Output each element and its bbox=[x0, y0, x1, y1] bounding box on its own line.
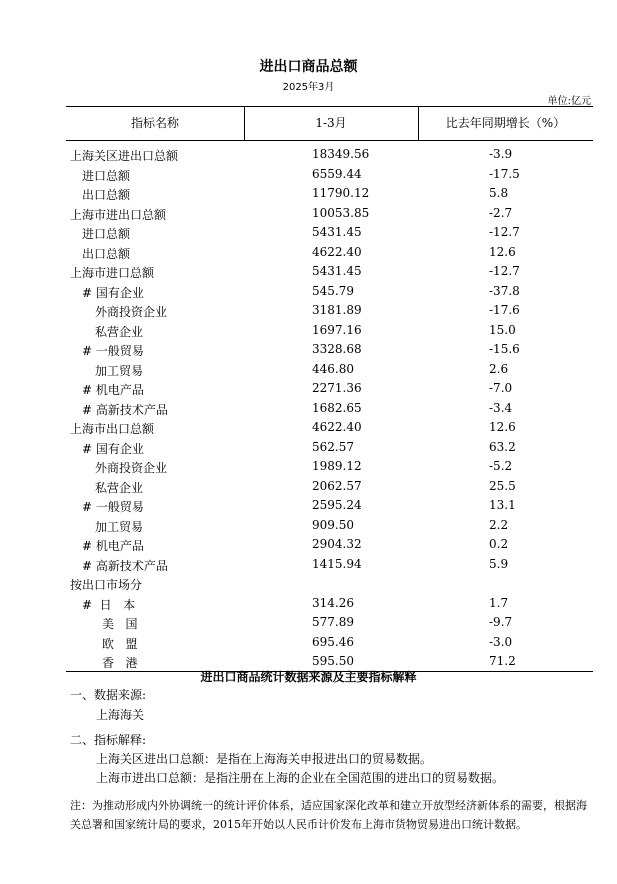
table-row bbox=[66, 222, 593, 242]
row-growth: 13.1 bbox=[489, 498, 516, 512]
row-growth: 63.2 bbox=[489, 439, 516, 454]
row-value: 11790.12 bbox=[312, 186, 370, 200]
table-row bbox=[66, 320, 593, 340]
row-indicator-name: # 机电产品 bbox=[82, 383, 144, 397]
row-indicator-name: # 一般贸易 bbox=[82, 344, 144, 358]
row-value: 4622.40 bbox=[312, 420, 362, 434]
source-text: 上海海关 bbox=[96, 708, 145, 722]
row-growth: -3.4 bbox=[489, 400, 513, 415]
row-value: 577.89 bbox=[312, 615, 354, 629]
unit-label: 单位:亿元 bbox=[547, 96, 591, 107]
row-growth: 25.5 bbox=[489, 478, 516, 493]
row-growth: 71.2 bbox=[489, 654, 516, 668]
row-value: 10053.85 bbox=[312, 205, 370, 220]
explanation-title: 进出口商品统计数据来源及主要指标解释 bbox=[200, 670, 417, 684]
header-growth: 比去年同期增长（%） bbox=[445, 116, 566, 130]
row-indicator-name: 欧 盟 bbox=[102, 636, 138, 651]
table-row bbox=[66, 378, 593, 398]
table-row bbox=[66, 476, 593, 496]
table-row bbox=[66, 612, 593, 632]
row-indicator-name: 按出口市场分 bbox=[70, 578, 143, 592]
table-row bbox=[66, 495, 593, 515]
row-growth: -3.0 bbox=[489, 634, 513, 649]
table-row bbox=[66, 398, 593, 418]
row-value: 2904.32 bbox=[312, 537, 362, 551]
row-value: 18349.56 bbox=[312, 147, 370, 161]
table-header bbox=[66, 106, 593, 141]
table-row bbox=[66, 339, 593, 359]
row-value: 1415.94 bbox=[312, 556, 362, 571]
row-value: 545.79 bbox=[312, 283, 354, 298]
row-indicator-name: # 一般贸易 bbox=[82, 500, 144, 514]
row-growth: 2.6 bbox=[489, 361, 509, 376]
row-value: 2271.36 bbox=[312, 381, 362, 395]
row-indicator-name: 上海市进出口总额 bbox=[70, 207, 167, 222]
table-body bbox=[66, 141, 593, 672]
row-value: 562.57 bbox=[312, 439, 354, 454]
row-value: 6559.44 bbox=[312, 166, 362, 181]
row-growth: -2.7 bbox=[489, 205, 513, 220]
row-indicator-name: 进口总额 bbox=[82, 168, 131, 183]
row-growth: 15.0 bbox=[489, 322, 516, 337]
row-value: 2062.57 bbox=[312, 478, 362, 493]
row-value: 595.50 bbox=[312, 654, 354, 668]
row-growth: -12.7 bbox=[489, 225, 520, 239]
table-row bbox=[66, 183, 593, 203]
indicator-heading: 二、指标解释: bbox=[70, 733, 147, 747]
row-growth: 12.6 bbox=[489, 244, 516, 259]
row-growth: -37.8 bbox=[489, 283, 520, 298]
row-growth: -9.7 bbox=[489, 615, 513, 629]
row-value: 5431.45 bbox=[312, 225, 362, 239]
row-indicator-name: # 高新技术产品 bbox=[82, 402, 168, 417]
row-value: 3328.68 bbox=[312, 342, 362, 356]
table-row bbox=[66, 417, 593, 437]
table-row bbox=[66, 437, 593, 457]
row-growth: 5.8 bbox=[489, 186, 509, 200]
row-value: 446.80 bbox=[312, 361, 354, 376]
row-value: 1697.16 bbox=[312, 322, 362, 337]
header-indicator-name: 指标名称 bbox=[130, 116, 179, 130]
row-growth: -7.0 bbox=[489, 381, 513, 395]
row-indicator-name: 上海关区进出口总额 bbox=[70, 149, 179, 163]
row-indicator-name: 上海市出口总额 bbox=[70, 422, 155, 436]
table-row bbox=[66, 242, 593, 262]
row-indicator-name: # 国有企业 bbox=[82, 441, 144, 456]
row-value: 3181.89 bbox=[312, 303, 362, 317]
row-indicator-name: 上海市进口总额 bbox=[70, 266, 155, 280]
row-indicator-name: 出口总额 bbox=[82, 246, 131, 261]
table-row bbox=[66, 593, 593, 613]
row-growth: -12.7 bbox=[489, 264, 520, 278]
row-growth: 5.9 bbox=[489, 556, 509, 571]
row-indicator-name: 美 国 bbox=[102, 617, 138, 631]
row-growth: -17.6 bbox=[489, 303, 520, 317]
table-row bbox=[66, 203, 593, 223]
table-row bbox=[66, 359, 593, 379]
row-indicator-name: 私营企业 bbox=[95, 480, 144, 495]
table-row bbox=[66, 281, 593, 301]
row-indicator-name: 出口总额 bbox=[82, 188, 131, 202]
row-indicator-name: # 机电产品 bbox=[82, 539, 144, 553]
row-indicator-name: # 国有企业 bbox=[82, 285, 144, 300]
indicator-definition: 上海关区进出口总额：是指在上海海关申报进出口的贸易数据。 bbox=[96, 752, 433, 766]
row-indicator-name: 加工贸易 bbox=[95, 363, 144, 378]
row-value: 4622.40 bbox=[312, 244, 362, 259]
page-title: 进出口商品总额 bbox=[259, 59, 358, 75]
row-value: 1682.65 bbox=[312, 400, 362, 415]
row-value: 314.26 bbox=[312, 595, 354, 610]
row-growth: 12.6 bbox=[489, 420, 516, 434]
row-value: 5431.45 bbox=[312, 264, 362, 278]
trade-table bbox=[66, 106, 593, 672]
row-growth: 0.2 bbox=[489, 537, 509, 551]
row-indicator-name: 外商投资企业 bbox=[95, 461, 168, 475]
row-growth: 1.7 bbox=[489, 595, 509, 610]
row-indicator-name: # 高新技术产品 bbox=[82, 558, 168, 573]
row-growth: -15.6 bbox=[489, 342, 520, 356]
table-row bbox=[66, 632, 593, 652]
table-row bbox=[66, 300, 593, 320]
table-row bbox=[66, 534, 593, 554]
table-row bbox=[66, 573, 593, 593]
row-growth: -3.9 bbox=[489, 147, 513, 161]
table-row bbox=[66, 456, 593, 476]
table-row bbox=[66, 144, 593, 164]
table-row bbox=[66, 164, 593, 184]
row-growth: -17.5 bbox=[489, 166, 520, 181]
page-subtitle: 2025年3月 bbox=[282, 82, 335, 93]
table-row bbox=[66, 554, 593, 574]
indicator-definition: 上海市进出口总额：是指注册在上海的企业在全国范围的进出口的贸易数据。 bbox=[96, 771, 505, 785]
row-growth: -5.2 bbox=[489, 459, 513, 473]
row-indicator-name: 进口总额 bbox=[82, 227, 131, 241]
header-period: 1-3月 bbox=[315, 116, 347, 130]
row-value: 2595.24 bbox=[312, 498, 362, 512]
footnote: 注：为推动形成内外协调统一的统计评价体系，适应国家深化改革和建立开放型经济新体系的需要，根据海关总署和国家统计局的要求，2015年开始以人民币计价发布上海市货物贸易进出口统计数据。 bbox=[70, 799, 587, 831]
source-heading: 一、数据来源: bbox=[70, 688, 147, 702]
row-growth: 2.2 bbox=[489, 517, 509, 532]
row-value: 909.50 bbox=[312, 517, 354, 532]
row-indicator-name: 加工贸易 bbox=[95, 519, 144, 534]
table-row bbox=[66, 515, 593, 535]
row-value: 695.46 bbox=[312, 634, 354, 649]
table-row bbox=[66, 261, 593, 281]
row-indicator-name: 香 港 bbox=[102, 656, 138, 670]
row-indicator-name: # 日 本 bbox=[82, 597, 136, 612]
row-indicator-name: 私营企业 bbox=[95, 324, 144, 339]
row-indicator-name: 外商投资企业 bbox=[95, 305, 168, 319]
row-value: 1989.12 bbox=[312, 459, 362, 473]
